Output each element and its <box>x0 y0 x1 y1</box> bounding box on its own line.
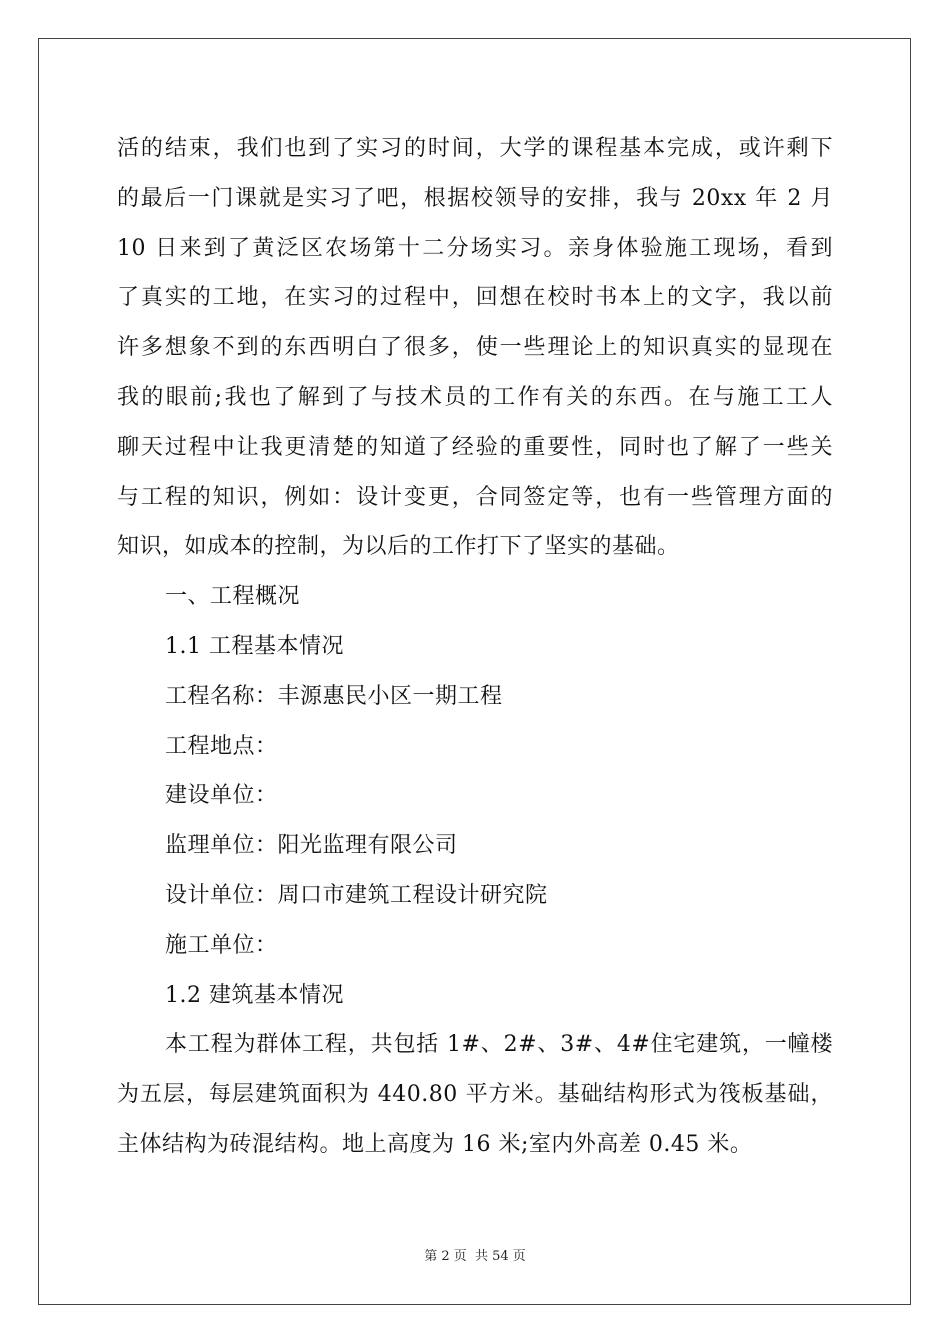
project-supervisor: 监理单位：阳光监理有限公司 <box>165 833 458 859</box>
paragraph-line: 活的结束，我们也到了实习的时间，大学的课程基本完成，或许剩下 <box>117 136 833 161</box>
document-body <box>117 124 833 1170</box>
paragraph-line: 的最后一门课就是实习了吧，根据校领导的安排，我与 20xx 年 2 月 <box>117 185 833 211</box>
paragraph-line: 知识，如成本的控制，为以后的工作打下了坚实的基础。 <box>117 534 680 560</box>
paragraph-line: 了真实的工地，在实习的过程中，回想在校时书本上的文字，我以前 <box>117 285 833 311</box>
page-footer <box>0 1245 950 1264</box>
project-builder: 建设单位： <box>165 783 278 809</box>
project-location: 工程地点： <box>165 733 278 759</box>
subsection-heading: 1.2 建筑基本情况 <box>165 982 344 1008</box>
paragraph-line: 我的眼前;我也了解到了与技术员的工作有关的东西。在与施工工人 <box>117 384 833 410</box>
project-designer: 设计单位：周口市建筑工程设计研究院 <box>165 882 548 908</box>
section-heading: 一、工程概况 <box>165 584 301 610</box>
subsection-heading: 1.1 工程基本情况 <box>165 633 344 659</box>
total-pages: 共 54 页 <box>474 1249 526 1264</box>
page-number: 第 2 页 <box>424 1249 467 1264</box>
paragraph-line: 10 日来到了黄泛区农场第十二分场实习。亲身体验施工现场，看到 <box>117 235 833 261</box>
paragraph-line: 聊天过程中让我更清楚的知道了经验的重要性，同时也了解了一些关 <box>117 434 833 460</box>
paragraph-line: 许多想象不到的东西明白了很多，使一些理论上的知识真实的显现在 <box>117 335 833 361</box>
paragraph-line: 本工程为群体工程，共包括 1#、2#、3#、4#住宅建筑，一幢楼 <box>165 1032 833 1058</box>
project-contractor: 施工单位： <box>165 932 278 958</box>
project-name: 工程名称：丰源惠民小区一期工程 <box>165 683 503 709</box>
paragraph-line: 为五层，每层建筑面积为 440.80 平方米。基础结构形式为筏板基础， <box>117 1082 833 1108</box>
paragraph-line: 与工程的知识，例如：设计变更，合同签定等，也有一些管理方面的 <box>117 484 833 510</box>
paragraph-line: 主体结构为砖混结构。地上高度为 16 米;室内外高差 0.45 米。 <box>117 1131 753 1157</box>
